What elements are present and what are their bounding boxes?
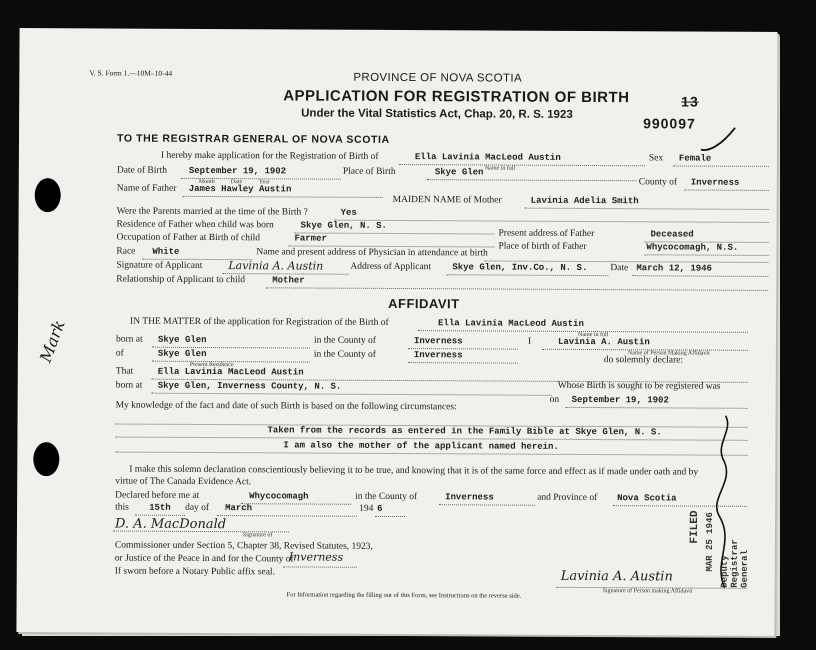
father-name-label: Name of Father [116,183,177,194]
birth-registration-form [16,28,777,636]
birthplace-father-label: Place of birth of Father [498,241,587,252]
affiant-signature: Lavinia A. Austin [560,568,673,585]
sex-label: Sex [648,153,664,164]
province-of-label: and Province of [537,492,598,504]
to-registrar-heading: TO THE REGISTRAR GENERAL OF NOVA SCOTIA [116,132,390,146]
aff-person-value: Lavinia A. Austin [557,336,650,348]
filed-stamp: FILED [688,510,702,544]
present-address-value: Deceased [650,229,694,240]
year-prefix: 194 [359,503,374,514]
month-value: March [225,503,253,514]
registration-number: 990097 [643,115,696,132]
parents-married-value: Yes [340,207,357,218]
aff-of-value: Skye Glen [157,348,207,360]
form-code: V. S. Form 1.—10M–10-44 [89,68,173,78]
father-name-value: James Hawley Austin [188,183,292,195]
place-of-birth-label: Place of Birth [342,166,396,177]
declaration-text-2: virtue of The Canada Evidence Act. [115,476,252,488]
justice-county-value: Inverness [288,550,344,564]
commissioner-text: Commissioner under Section 5, Chapter 38, Revised Statutes, 1923, [114,540,373,552]
signature-applicant-label: Signature of Applicant [116,260,203,271]
aff-name-in-full-caption: Name in full [577,331,609,339]
punch-hole-bottom [33,442,59,476]
declared-before-label: Declared before me at [115,490,200,501]
aff-that-value: Ella Lavinia MacLeod Austin [157,366,304,378]
month-caption: Month [198,178,215,186]
residence-father-value: Skye Glen, N. S. [300,220,388,231]
applicant-signature: Lavinia A. Austin [228,259,324,273]
affidavit-heading: AFFIDAVIT [388,295,460,312]
relationship-value: Mother [272,275,305,286]
name-in-full-caption: Name in full [484,165,516,172]
intro-label: I hereby make application for the Registration of Birth of [160,150,379,162]
person-affidavit-caption: Name of Person Making Affidavit [627,350,710,357]
date-caption: Date [230,179,243,186]
birthplace-father-value: Whycocomagh, N.S. [646,242,739,253]
day-value: 15th [149,502,171,513]
commissioner-signature: D. A. MacDonald [114,516,227,533]
occupation-value: Farmer [294,233,327,244]
present-address-label: Present address of Father [498,228,595,240]
declared-county-value: Inverness [445,492,494,503]
aff-born-at-value: Skye Glen [157,334,207,346]
on-label: on [549,394,560,405]
race-label: Race [116,246,136,257]
born-at2-label: born at [115,380,143,391]
whose-birth-label: Whose Birth is sought to be registered was [557,380,721,392]
child-name: Ella Lavinia MacLeod Austin [414,152,561,163]
residence-father-label: Residence of Father when child was born [116,219,274,231]
county-label: County of [638,177,678,188]
justice-text: or Justice of the Peace in and for the County of [114,553,294,565]
parents-married-label: Were the Parents married at the time of the Birth ? [116,206,308,218]
aff-on-value: September 19, 1902 [571,394,669,406]
relationship-label: Relationship of Applicant to child [116,274,246,286]
solemnly-declare-label: do solemnly declare: [603,355,684,366]
county-value: Inverness [690,177,740,188]
occupation-label: Occupation of Father at Birth of child [116,232,261,244]
date-label: Date [610,263,629,274]
dob-value: September 19, 1902 [188,165,287,177]
knowledge-label: My knowledge of the fact and date of such Birth is based on the following circumstances: [115,400,457,413]
of-label: of [115,348,124,359]
place-of-birth-value: Skye Glen [434,167,484,178]
present-residence-caption: Present Residence [189,361,234,369]
registrar-initials-scribble [705,412,746,592]
province-heading: PROVINCE OF NOVA SCOTIA [353,71,523,85]
dob-label: Date of Birth [116,165,168,176]
sex-value: Female [678,153,712,164]
aff-child-name: Ella Lavinia MacLeod Austin [438,318,584,329]
declared-at-value: Whycocomagh [249,491,309,502]
physician-label: Name and present address of Physician in attendance at birth [256,247,488,259]
punch-hole-top [35,178,61,212]
checkmark-icon [699,124,739,158]
deputy-registrar-stamp: Deputy Registrar General [719,539,750,588]
date-value: March 12, 1946 [636,263,712,274]
margin-note: Mark [35,317,69,365]
mother-value: Lavinia Adelia Smith [530,195,639,207]
filed-date-stamp: MAR 25 1946 [704,512,716,572]
aff-county-label: in the County of [313,335,376,346]
year-digit: 6 [377,503,383,514]
signature-of-caption: Signature of [242,532,273,539]
circumstance-2: I am also the mother of the applicant named herein. [283,440,559,452]
aff-county-value: Inverness [413,336,463,347]
this-label: this [115,502,129,513]
crossed-number: 13 [681,93,699,110]
notary-text: If sworn before a Notary Public affix seal. [114,566,275,578]
footer-note: For Information regarding the filling out of this Form, see Instructions on the reverse side. [286,591,522,600]
circumstance-1: Taken from the records as entered in the Family Bible at Skye Glen, N. S. [267,425,662,438]
born-at-label: born at [115,334,143,345]
address-applicant-value: Skye Glen, Inv.Co., N. S. [452,262,588,273]
address-applicant-label: Address of Applicant [350,261,432,273]
maiden-mother-label: MAIDEN NAME of Mother [392,194,502,206]
form-subtitle: Under the Vital Statistics Act, Chap. 20, R. S. 1923 [301,107,573,121]
declared-province-value: Nova Scotia [617,493,677,504]
aff-county2-label: in the County of [313,349,376,360]
declaration-text: I make this solemn declaration conscientiously believing it to be true, and knowing that it is of the same force and effect as if made under oath and by [129,464,699,478]
declared-county-label: in the County of [355,491,418,503]
year-caption: Year [258,179,270,186]
form-title: APPLICATION FOR REGISTRATION OF BIRTH [283,87,630,107]
in-the-matter-label: IN THE MATTER of the application for Registration of the Birth of [130,316,389,328]
aff-I-label: I [527,336,532,347]
affiant-signature-caption: Signature of Person making Affidavit [602,588,693,595]
aff-county2-value: Inverness [413,350,463,361]
race-value: White [152,246,180,257]
day-of-label: day of [185,502,210,514]
aff-born-at2-value: Skye Glen, Inverness County, N. S. [157,380,342,392]
that-label: That [115,366,134,377]
